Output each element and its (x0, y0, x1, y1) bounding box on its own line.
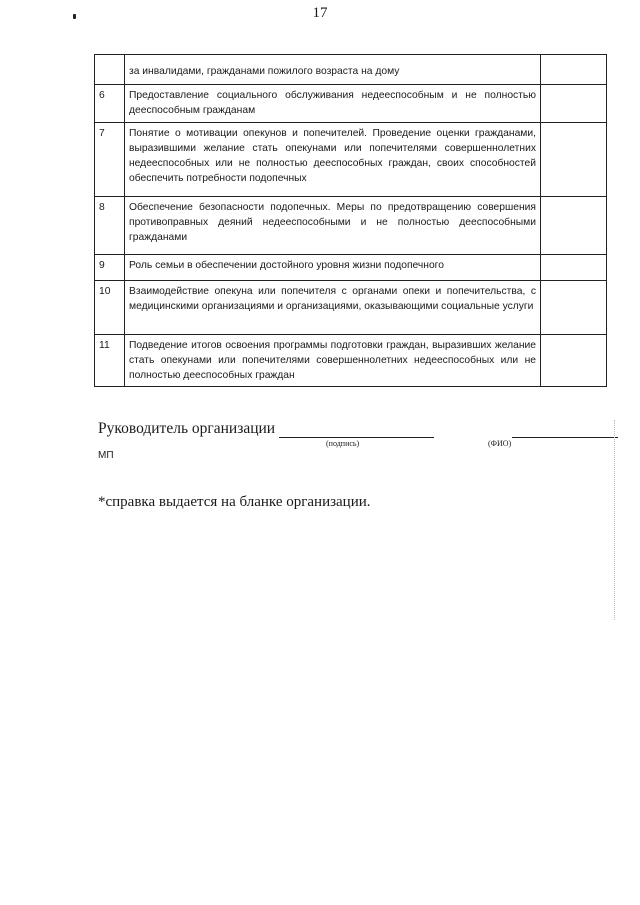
row-hours (541, 335, 607, 387)
row-number: 7 (95, 123, 125, 197)
footnote: *справка выдается на бланке организации. (98, 494, 371, 510)
row-hours (541, 197, 607, 255)
table-row (95, 335, 607, 387)
table-row (95, 55, 607, 85)
row-topic: Предоставление социального обслуживания недееспособным и не полностью дееспособным гражданам (125, 85, 541, 123)
signature-block (98, 420, 618, 461)
row-hours (541, 85, 607, 123)
row-topic: Взаимодействие опекуна или попечителя с органами опеки и попечительства, с медицинскими организациями и организациями, оказывающими социальные услуги (125, 281, 541, 335)
table-row (95, 123, 607, 197)
scan-edge-noise (614, 420, 616, 620)
table-row (95, 281, 607, 335)
row-hours (541, 281, 607, 335)
page-number: 17 (312, 5, 328, 21)
row-number: 9 (95, 255, 125, 281)
row-topic: Подведение итогов освоения программы подготовки граждан, выразивших желание стать опекунами или попечителями совершеннолетних недееспособных или не полностью дееспособных граждан (125, 335, 541, 387)
row-hours (541, 255, 607, 281)
row-topic: Роль семьи в обеспечении достойного уровня жизни подопечного (125, 255, 541, 281)
signature-line (98, 420, 618, 438)
row-hours (541, 55, 607, 85)
signature-blank (279, 423, 434, 438)
row-number: 8 (95, 197, 125, 255)
row-number: 6 (95, 85, 125, 123)
row-number: 10 (95, 281, 125, 335)
table-row (95, 197, 607, 255)
scan-speck (73, 14, 76, 19)
table-row (95, 85, 607, 123)
stamp-place: МП (98, 450, 114, 461)
row-number: 11 (95, 335, 125, 387)
signature-hint: (подпись) (326, 439, 360, 448)
row-topic: за инвалидами, гражданами пожилого возраста на дому (125, 55, 541, 85)
row-topic: Понятие о мотивации опекунов и попечителей. Проведение оценки гражданами, выразившими желание стать опекунами или попечителями совершеннолетних недееспособных или не полностью дееспособных граждан, своих способностей обеспечить потребности подопечных (125, 123, 541, 197)
row-hours (541, 123, 607, 197)
program-topics-table (94, 54, 607, 387)
row-number (95, 55, 125, 85)
signature-label: Руководитель организации (98, 420, 276, 437)
table-row (95, 255, 607, 281)
fio-hint: (ФИО) (488, 439, 512, 448)
row-topic: Обеспечение безопасности подопечных. Меры по предотвращению совершения противоправных деяний недееспособными и не полностью дееспособными гражданами (125, 197, 541, 255)
fio-blank (512, 423, 618, 438)
